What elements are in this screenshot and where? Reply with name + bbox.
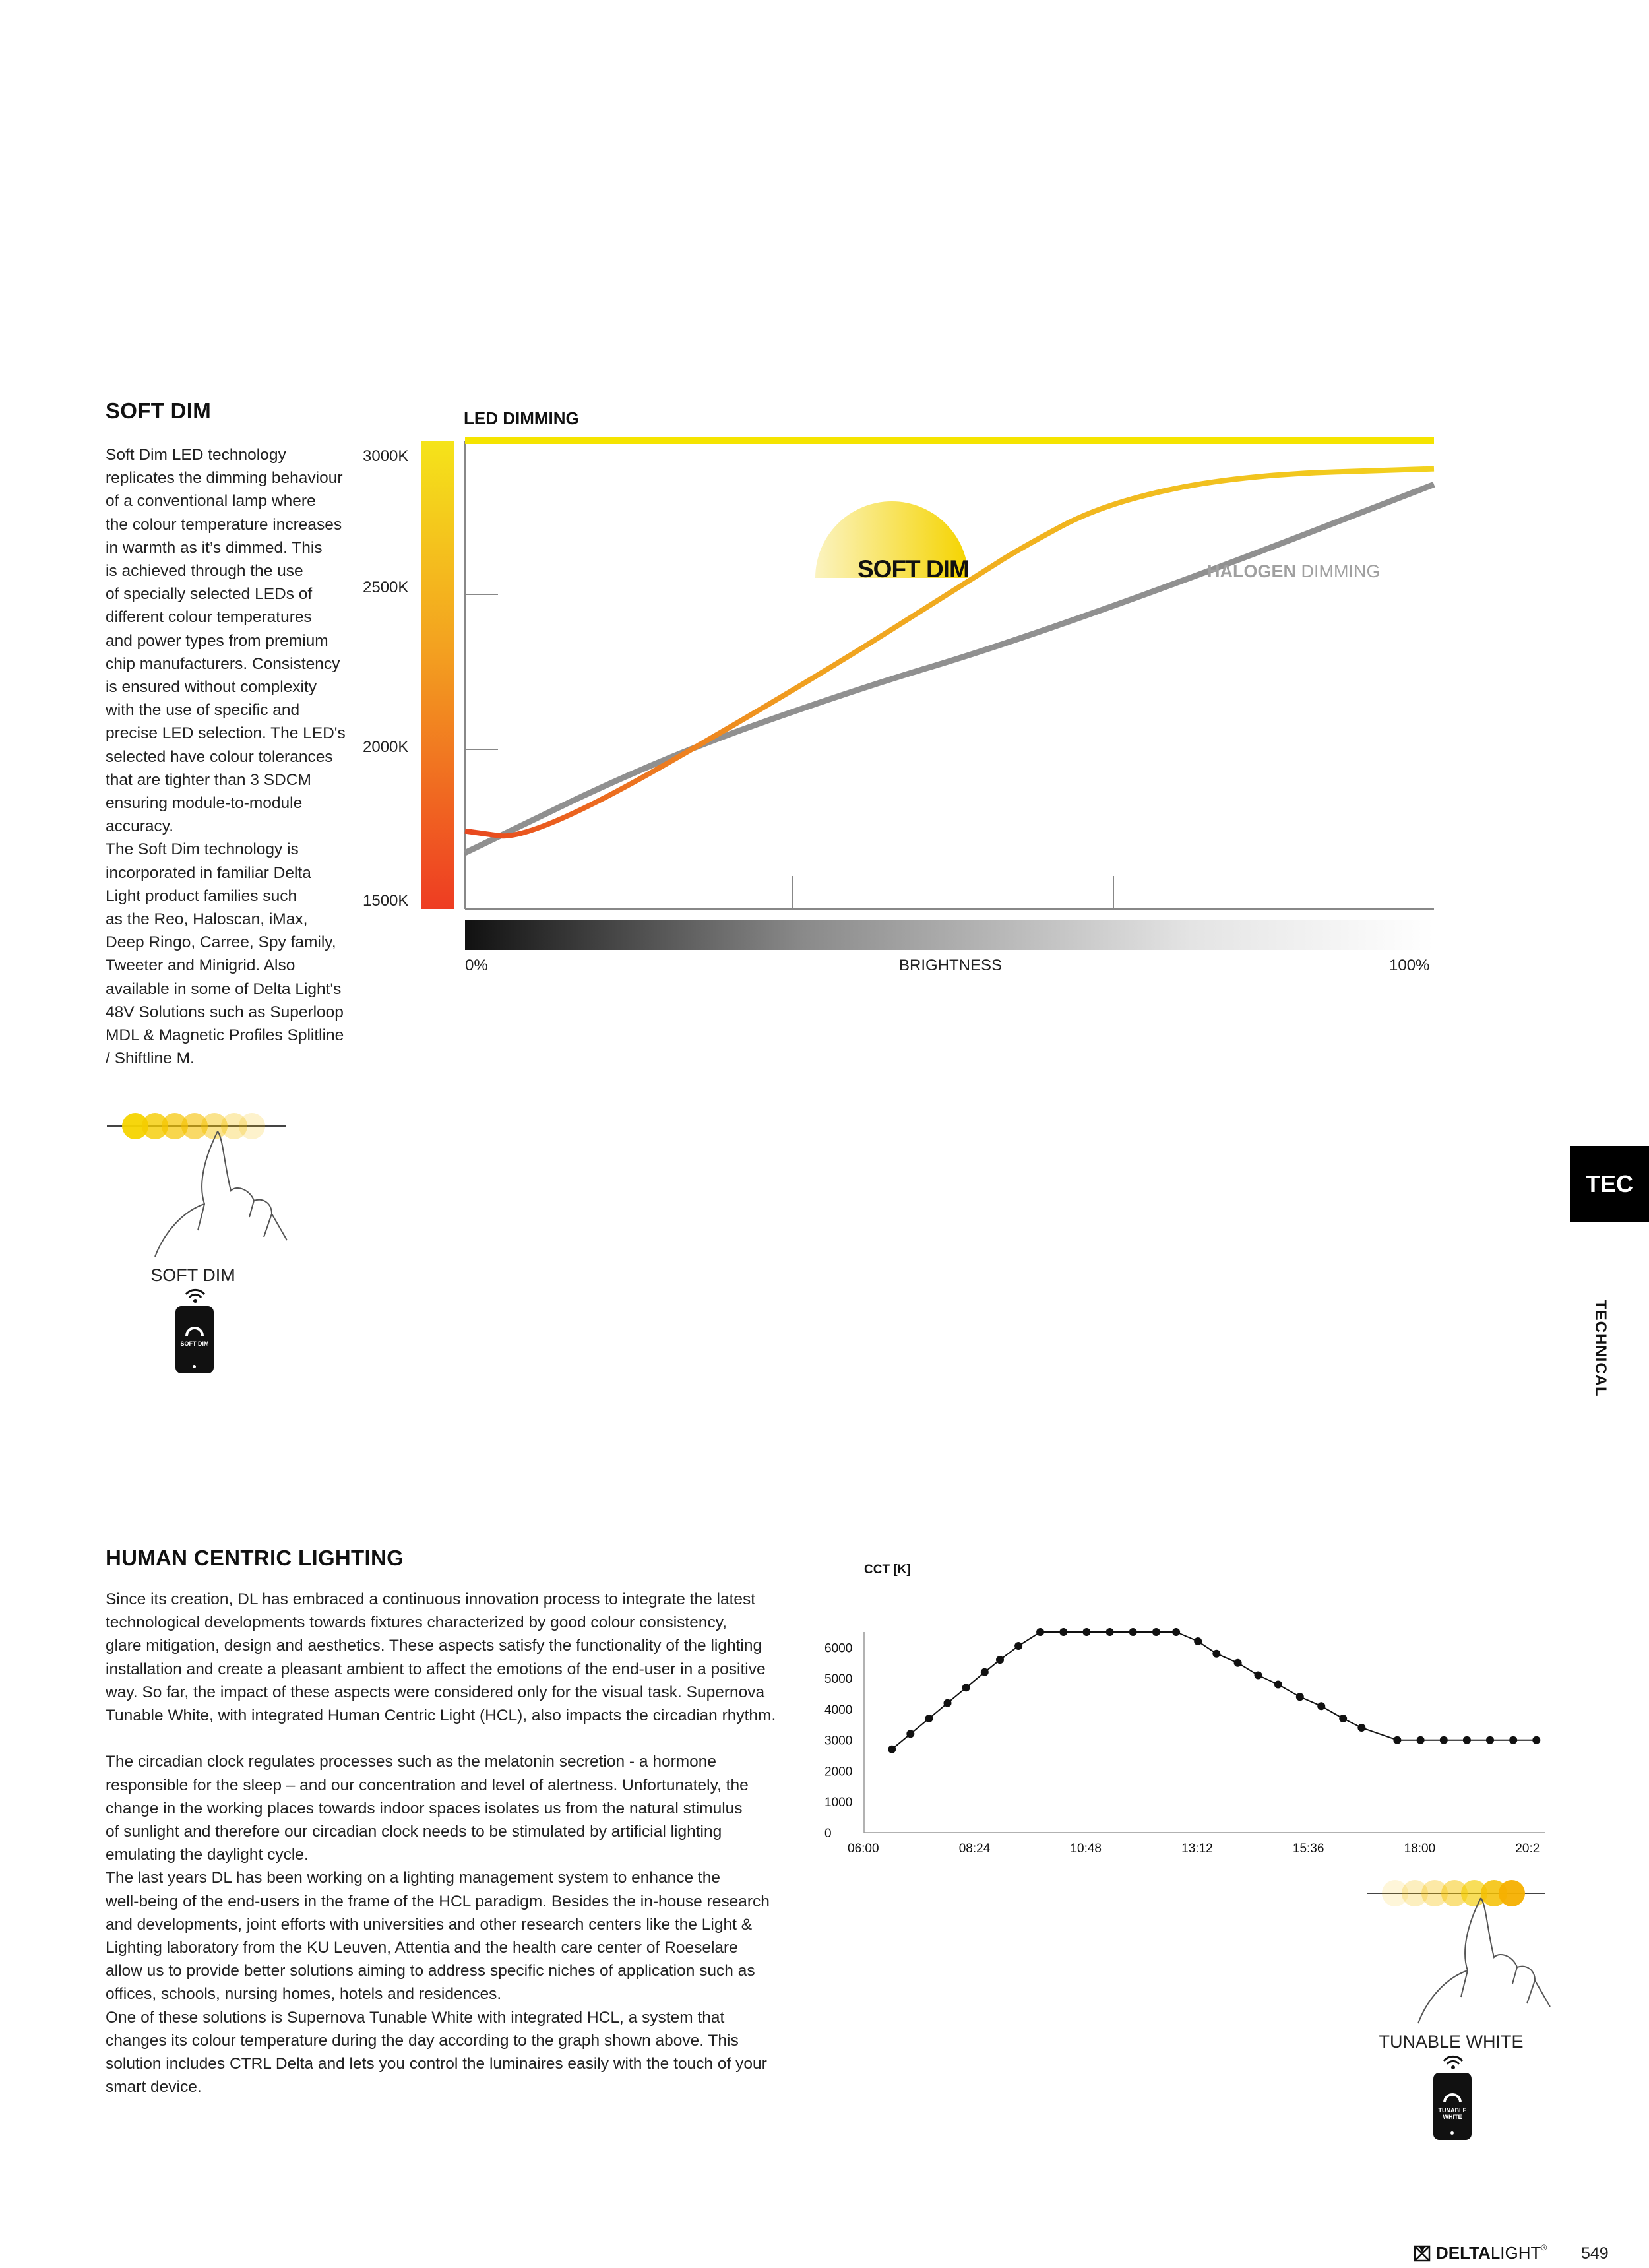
halogen-dimming-label	[1207, 561, 1381, 581]
cct-y-tick: 6000	[824, 1641, 853, 1656]
hcl-title: HUMAN CENTRIC LIGHTING	[106, 1546, 404, 1570]
cct-data-point	[1357, 1724, 1365, 1732]
y-tick-2500k: 2500K	[363, 579, 409, 596]
page-number: 549	[1581, 2244, 1609, 2263]
cct-x-tick: 15:36	[1292, 1842, 1324, 1856]
cct-x-tick: 18:00	[1404, 1842, 1436, 1856]
cct-data-point	[1532, 1736, 1540, 1744]
tunable-white-icon-caption: TUNABLE WHITE	[1379, 2032, 1524, 2052]
cct-data-point	[1234, 1659, 1242, 1667]
cct-data-point	[1296, 1693, 1304, 1701]
cct-x-tick: 20:2	[1515, 1842, 1540, 1856]
cct-data-point	[925, 1715, 933, 1722]
cct-y-tick: 3000	[824, 1734, 853, 1748]
x-tick-0: 0%	[465, 957, 488, 974]
cct-data-point	[962, 1684, 970, 1691]
footer-brand-bold: DELTA	[1436, 2243, 1491, 2263]
cct-data-point	[1317, 1702, 1325, 1710]
y-tick-2000k: 2000K	[363, 738, 409, 756]
cct-data-point	[1014, 1642, 1022, 1650]
cct-y-tick: 4000	[824, 1703, 853, 1717]
halogen-label-bold: HALOGEN	[1207, 561, 1296, 581]
soft-dim-phone-text: SOFT DIM	[180, 1340, 209, 1347]
wifi-icon-2	[1441, 2055, 1465, 2069]
cct-data-point	[1106, 1628, 1114, 1636]
cct-x-tick: 10:48	[1070, 1842, 1102, 1856]
cct-data-point	[944, 1699, 952, 1707]
tunable-white-phone-icon[interactable]	[1433, 2073, 1472, 2140]
dimmer-arc-icon-2	[1443, 2085, 1462, 2104]
technical-vertical-label: TECHNICAL	[1592, 1300, 1609, 1397]
phone-home-dot	[193, 1365, 196, 1368]
cct-data-point	[1172, 1628, 1180, 1636]
cct-x-tick: 08:24	[958, 1842, 991, 1856]
cct-y-tick: 0	[824, 1827, 832, 1841]
soft-dim-gesture-icon	[99, 1098, 297, 1263]
cct-data-point	[1509, 1736, 1517, 1744]
wifi-icon	[183, 1288, 207, 1303]
cct-data-point	[1152, 1628, 1160, 1636]
tunable-white-phone-text: TUNABLE WHITE	[1438, 2107, 1467, 2120]
y-tick-1500k: 1500K	[363, 892, 409, 910]
cct-data-point	[1036, 1628, 1044, 1636]
colour-temperature-bar	[421, 441, 454, 909]
footer-brand-light: LIGHT	[1490, 2243, 1541, 2263]
cct-data-point	[1212, 1650, 1220, 1658]
cct-data-point	[1255, 1672, 1262, 1680]
footer-brand	[1414, 2243, 1547, 2263]
cct-data-point	[1417, 1736, 1425, 1744]
led-dimming-chart	[0, 0, 1649, 1029]
soft-dim-phone-icon[interactable]	[175, 1306, 214, 1373]
cct-data-point	[1129, 1628, 1137, 1636]
cct-series-line	[892, 1632, 1536, 1749]
footer-brand-mark: ®	[1541, 2243, 1547, 2252]
cct-y-tick: 1000	[824, 1796, 853, 1810]
cct-y-tick: 5000	[824, 1672, 853, 1687]
cct-data-point	[996, 1656, 1004, 1664]
brightness-label: BRIGHTNESS	[899, 957, 1003, 974]
deltalight-logo-icon	[1414, 2245, 1431, 2262]
cct-data-point	[1059, 1628, 1067, 1636]
cct-data-point	[1274, 1681, 1282, 1689]
cct-data-point	[1194, 1637, 1202, 1645]
soft-dim-badge-text: SOFT DIM	[857, 555, 969, 583]
brightness-gradient-bar	[465, 920, 1434, 950]
cct-data-point	[906, 1730, 914, 1738]
cct-x-tick: 06:00	[848, 1842, 879, 1856]
cct-data-point	[1082, 1628, 1090, 1636]
cct-data-point	[1339, 1715, 1347, 1722]
dimmer-arc-icon	[185, 1318, 204, 1338]
soft-dim-icon-caption: SOFT DIM	[150, 1265, 235, 1285]
led-dimming-title: LED DIMMING	[464, 408, 579, 428]
y-tick-3000k: 3000K	[363, 447, 409, 465]
tec-tab[interactable]: TEC	[1570, 1146, 1649, 1222]
cct-data-point	[1393, 1736, 1401, 1744]
cct-data-point	[888, 1746, 896, 1753]
cct-data-point	[981, 1668, 989, 1676]
cct-data-point	[1440, 1736, 1448, 1744]
cct-y-tick: 2000	[824, 1765, 853, 1779]
soft-dim-title: SOFT DIM	[106, 398, 212, 423]
cct-chart-title: CCT [K]	[864, 1563, 911, 1577]
halogen-label-rest: DIMMING	[1296, 561, 1381, 581]
tunable-white-gesture-icon	[1359, 1870, 1557, 2035]
cct-x-tick: 13:12	[1181, 1842, 1213, 1856]
hcl-body: Since its creation, DL has embraced a continuous innovation process to integrate the latest technological developments towards fixtures characterized by good colour consistency, glare mitigation, design and aesthetics. These aspects satisfy the functionality of the lighting installation and create a pleasant ambient to affect the emotions of the end-user in a positive way. So far, the impact of these aspects were considered only for the visual task. Supernova Tunable White, with integrated Human Centric Light (HCL), also impacts the circadian rhythm. The circadian clock regulates processes such as the melatonin secretion - a hormone responsible for the sleep – and our concentration and level of alertness. Unfortunately, the change in the working places towards indoor spaces isolates us from the natural stimulus of sunlight and therefore our circadian clock needs to be stimulated by artificial lighting emulating the daylight cycle. The last years DL has been working on a lighting management system to enhance the well-being of the end-users in the frame of the HCL paradigm. Besides the in-house research and developments, joint efforts with universities and other research centers like the Light & Lighting laboratory from the KU Leuven, Attentia and the health care center of Roeselare allow us to provide better solutions aiming to address specific niches of application such as offices, schools, nursing homes, hotels and residences. One of these solutions is Supernova Tunable White with integrated HCL, a system that changes its colour temperature during the day according to the graph shown above. This solution includes CTRL Delta and lets you control the luminaires easily with the touch of your smart device.	[106, 1591, 776, 2096]
cct-chart	[818, 1550, 1550, 1860]
phone-home-dot-2	[1450, 2131, 1454, 2135]
x-tick-100: 100%	[1389, 957, 1430, 974]
soft-dim-body: Soft Dim LED technology replicates the dimming behaviour of a conventional lamp where the colour temperature increases in warmth as it’s dimmed. This is achieved through the use of specially selected LEDs of different colour temperatures and power types from premium chip manufacturers. Consistency is ensured without complexity with the use of specific and precise LED selection. The LED's selected have colour tolerances that are tighter than 3 SDCM ensuring module-to-module accuracy. The Soft Dim technology is incorporated in familiar Delta Light product families such as the Reo, Haloscan, iMax, Deep Ringo, Carree, Spy family, Tweeter and Minigrid. Also available in some of Delta Light's 48V Solutions such as Superloop MDL & Magnetic Profiles Splitline / Shiftline M.	[106, 446, 346, 1068]
cct-data-point	[1463, 1736, 1471, 1744]
cct-data-point	[1486, 1736, 1494, 1744]
